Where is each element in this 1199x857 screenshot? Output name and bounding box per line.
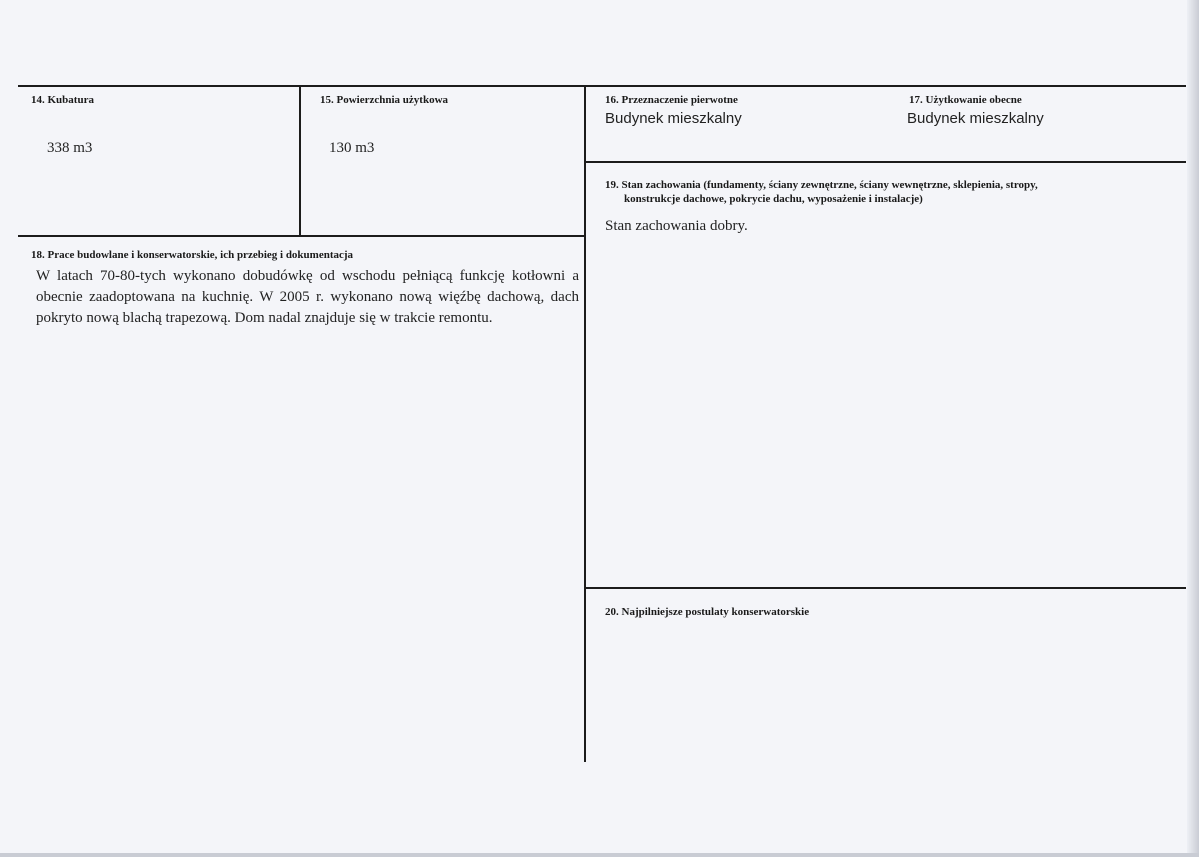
rule-under-14-15: [18, 235, 585, 237]
field-19-value: Stan zachowania dobry.: [605, 218, 748, 234]
rule-under-19: [586, 587, 1186, 589]
field-20-label: 20. Najpilniejsze postulaty konserwatorskie: [605, 606, 810, 618]
field-16-label: 16. Przeznaczenie pierwotne: [605, 94, 738, 106]
field-14-label: 14. Kubatura: [31, 94, 94, 106]
field-15-value: 130 m3: [329, 140, 375, 156]
scan-edge-bottom: [0, 853, 1199, 857]
field-19-label-line1: 19. Stan zachowania (fundamenty, ściany zewnętrzne, ściany wewnętrzne, sklepienia, stropy,: [605, 179, 1038, 191]
field-16-value: Budynek mieszkalny: [605, 110, 742, 127]
field-17-value: Budynek mieszkalny: [907, 110, 1044, 127]
scan-edge-right: [1187, 0, 1199, 857]
divider-14-15: [299, 86, 301, 236]
center-divider: [584, 86, 586, 762]
top-rule: [18, 85, 1186, 87]
field-18-label: 18. Prace budowlane i konserwatorskie, ich przebieg i dokumentacja: [31, 249, 354, 261]
rule-under-16-17: [586, 161, 1186, 163]
field-15-label: 15. Powierzchnia użytkowa: [320, 94, 449, 106]
field-18-value: W latach 70-80-tych wykonano dobudówkę od wschodu pełniącą funkcję kotłowni a obecnie zaadoptowana na kuchnię. W 2005 r. wykonano nową więźbę dachową, dach pokryto nową blachą trapezową. Dom nadal znajduje się w trakcie remontu.: [36, 268, 579, 326]
field-19-label-line2: konstrukcje dachowe, pokrycie dachu, wyposażenie i instalacje): [624, 193, 923, 205]
field-17-label: 17. Użytkowanie obecne: [909, 94, 1022, 106]
field-14-value: 338 m3: [47, 140, 93, 156]
